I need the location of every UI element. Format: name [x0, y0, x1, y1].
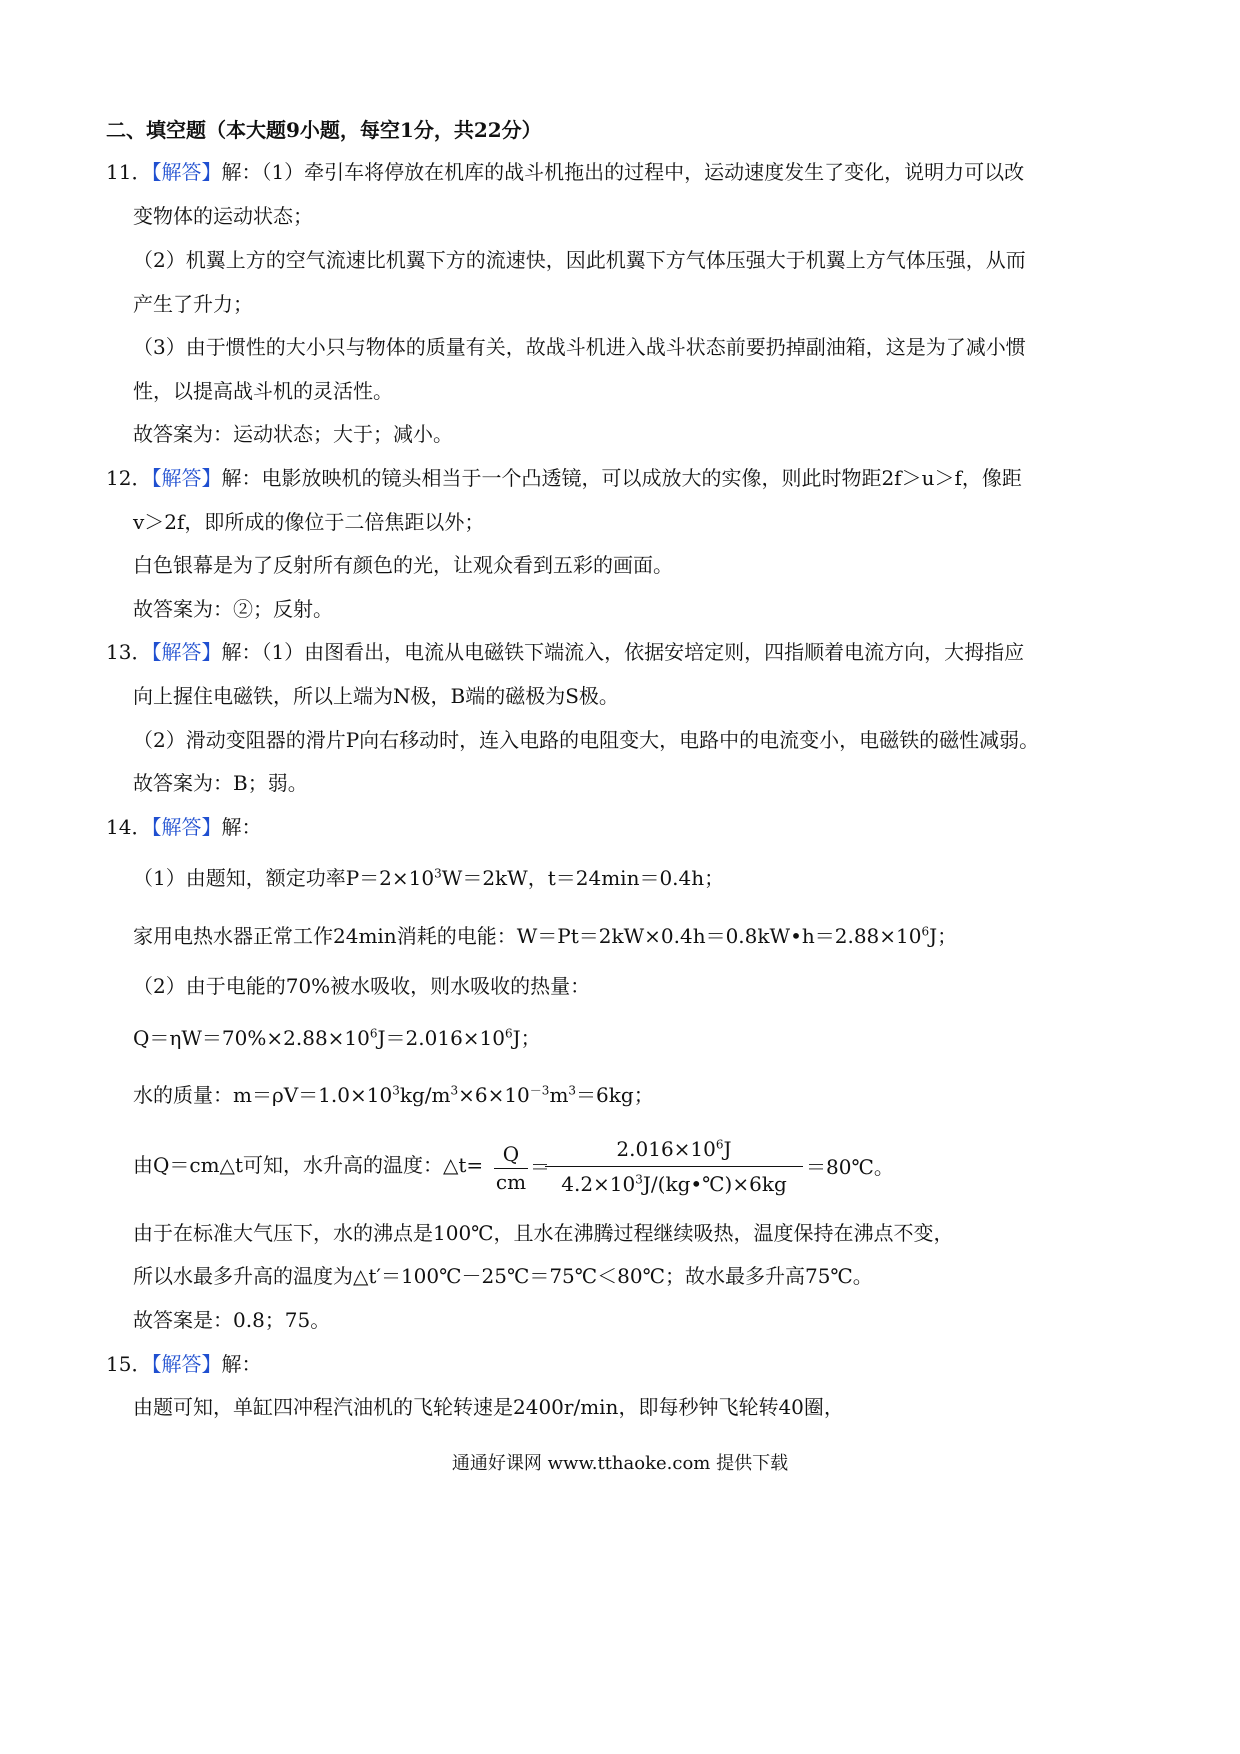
q15-line-1: 由题可知，单缸四冲程汽油机的飞轮转速是2400r/min，即每秒钟飞轮转40圈， — [133, 1395, 844, 1419]
q14-answer: 故答案是：0.8；75。 — [133, 1308, 331, 1332]
q14-line-5: 水的质量：$m=\rho V=1.0\times 10^3kg/m^3\times 6\times 10^{-3}m^3=6kg$； — [133, 1083, 654, 1107]
q11-line-5: （3）由于惯性的大小只与物体的质量有关，故战斗机进入战斗状态前要扔掉副油箱，这是为了减小惯 — [133, 335, 1026, 359]
fraction-1-bar — [494, 1168, 528, 1169]
q14-line-8: 所以水最多升高的温度为△t′＝100℃－25℃＝75℃＜80℃；故水最多升高75℃。 — [133, 1264, 873, 1288]
answer-tag: 【解答】 — [151, 466, 222, 490]
q15-number: 15． — [106, 1352, 152, 1376]
fraction-2-bar — [545, 1166, 803, 1167]
q13-line-3: （2）滑动变阻器的滑片P向右移动时，连入电路的电阻变大，电路中的电流变小，电磁铁的磁性减弱。 — [133, 728, 1040, 752]
page-footer: 通通好课网 www.tthaoke.com 提供下载 — [451, 1453, 789, 1474]
q12-number: 12． — [106, 466, 152, 490]
q14-number: 14． — [106, 815, 152, 839]
fraction-result: ＝80℃。 — [806, 1155, 894, 1179]
fraction-2-numerator: $2.016\times 10^6J$ — [616, 1137, 732, 1161]
q15-text: 解： — [221, 1352, 262, 1376]
answer-tag: 【解答】 — [151, 640, 222, 664]
q14-line-7: 由于在标准大气压下，水的沸点是100℃，且水在沸腾过程继续吸热，温度保持在沸点不变， — [133, 1221, 954, 1245]
fraction-1-numerator: Q — [502, 1142, 520, 1166]
q11-line-6: 性，以提高战斗机的灵活性。 — [133, 379, 393, 403]
q14-line-6-lead: 由Q＝cm△t可知，水升高的温度：△t= — [133, 1153, 484, 1177]
q11-line-3: （2）机翼上方的空气流速比机翼下方的流速快，因此机翼下方气体压强大于机翼上方气体压强，从而 — [133, 248, 1026, 272]
fraction-1-denominator: cm — [495, 1170, 527, 1194]
q12-line-2: v＞2f，即所成的像位于二倍焦距以外； — [133, 510, 485, 534]
q13-line-1 — [106, 638, 1024, 666]
q13-line-2: 向上握住电磁铁，所以上端为N极，B端的磁极为S极。 — [133, 684, 619, 708]
q12-line-3: 白色银幕是为了反射所有颜色的光，让观众看到五彩的画面。 — [133, 553, 673, 577]
q13-number: 13． — [106, 640, 152, 664]
q14-line-0 — [106, 813, 261, 841]
q14-line-4: $Q=\eta W=70\%\times 2.88\times 10^6J=2.016\times 10^6J$； — [133, 1026, 541, 1050]
q12-line-1 — [106, 464, 1022, 492]
q11-answer: 故答案为：运动状态；大于；减小。 — [133, 422, 453, 446]
q11-line-1 — [106, 158, 1024, 186]
q11-line-2: 变物体的运动状态； — [133, 204, 313, 228]
section-title: 二、填空题（本大题9小题，每空1分，共22分） — [106, 118, 542, 142]
q15-line-0 — [106, 1350, 261, 1378]
answer-tag: 【解答】 — [151, 160, 222, 184]
answer-tag: 【解答】 — [151, 815, 222, 839]
q14-text: 解： — [221, 815, 262, 839]
answer-tag: 【解答】 — [151, 1352, 222, 1376]
q11-line-4: 产生了升力； — [133, 292, 253, 316]
q12-answer: 故答案为：②；反射。 — [133, 597, 333, 621]
fraction-equals: ＝ — [530, 1155, 550, 1179]
q14-line-3: （2）由于电能的70%被水吸收，则水吸收的热量： — [133, 974, 591, 998]
q14-line-2: 家用电热水器正常工作24min消耗的电能：$W=Pt=2kW\times 0.4h=0.8kW•h=2.88\times 10^6J$； — [133, 924, 958, 948]
q11-number: 11． — [106, 160, 152, 184]
q13-text: 解：（1）由图看出，电流从电磁铁下端流入，依据安培定则，四指顺着电流方向，大拇指应 — [221, 640, 1025, 664]
q13-answer: 故答案为：B；弱。 — [133, 771, 308, 795]
q11-text: 解：（1）牵引车将停放在机库的战斗机拖出的过程中，运动速度发生了变化，说明力可以改 — [221, 160, 1025, 184]
q12-text: 解：电影放映机的镜头相当于一个凸透镜，可以成放大的实像，则此时物距2f＞u＞f，像距 — [221, 466, 1022, 490]
fraction-2-denominator: $4.2\times 10^3J/(kg•℃)\times 6kg$ — [561, 1172, 787, 1196]
q14-line-1: （1）由题知，额定功率$P=2\times 10^3W=2kW$，t＝24min＝0.4h； — [133, 866, 725, 890]
